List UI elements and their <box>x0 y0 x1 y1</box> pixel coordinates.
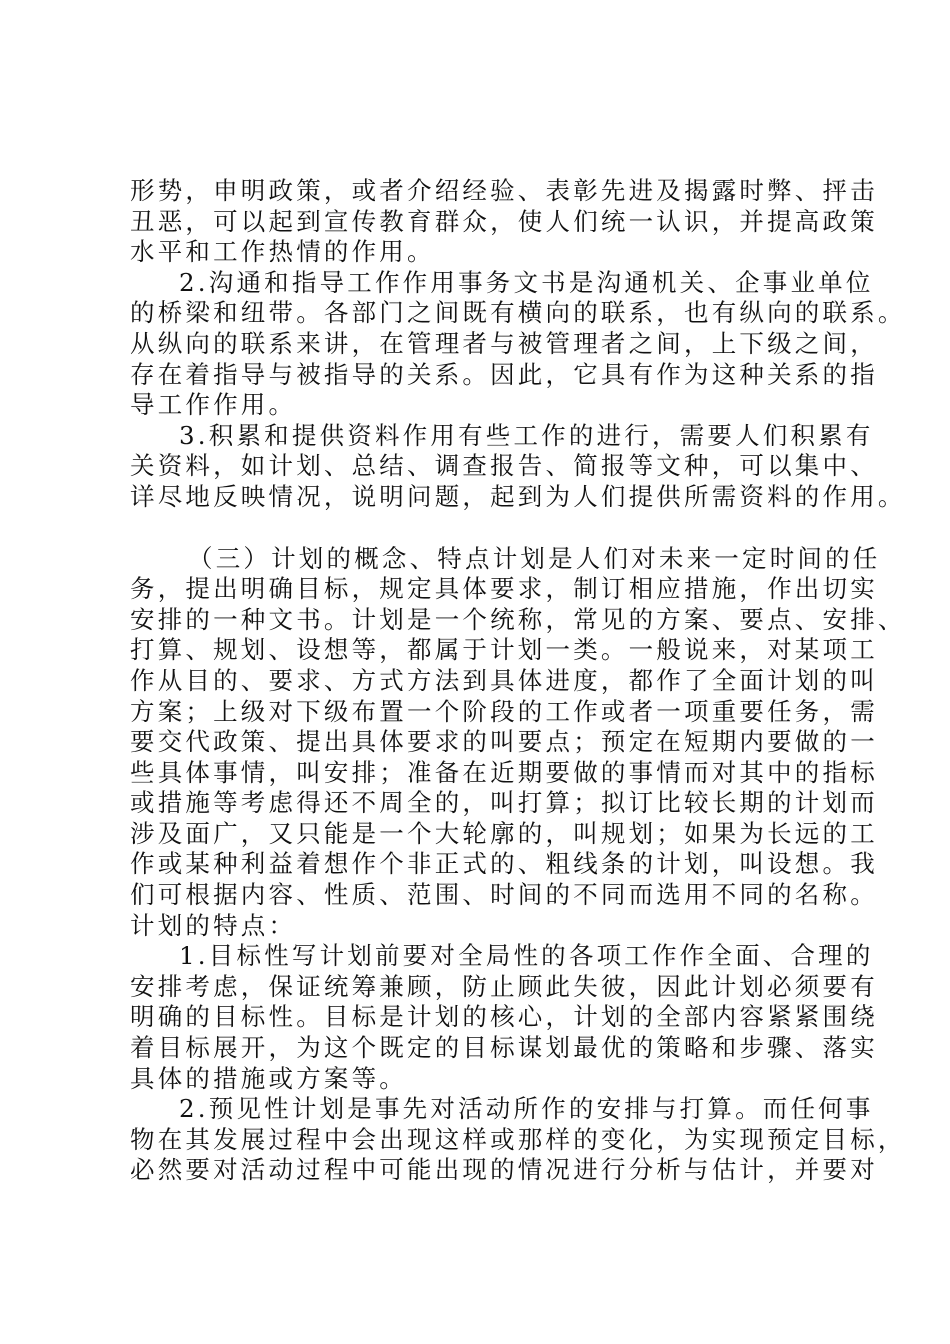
text-line: 详尽地反映情况，说明问题，起到为人们提供所需资料的作用。 <box>130 481 906 511</box>
text-line: 些具体事情，叫安排；准备在近期要做的事情而对其中的指标 <box>130 757 878 787</box>
text-line: 计划的特点： <box>130 910 297 940</box>
text-line: 形势，申明政策，或者介绍经验、表彰先进及揭露时弊、抨击 <box>130 176 878 205</box>
text-line: 导工作作用。 <box>130 390 297 420</box>
text-line: 丑恶，可以起到宣传教育群众，使人们统一认识，并提高政策 <box>130 206 878 236</box>
text-line: 水平和工作热情的作用。 <box>130 237 435 267</box>
text-line: 3.积累和提供资料作用有些工作的进行，需要人们积累有 <box>179 420 874 450</box>
text-line: 涉及面广，又只能是一个大轮廓的，叫规划；如果为长远的工 <box>130 818 878 848</box>
paragraph-2 <box>130 267 906 421</box>
text-line: 的桥梁和纽带。各部门之间既有横向的联系，也有纵向的联系。 <box>130 298 906 328</box>
text-line: 们可根据内容、性质、范围、时间的不同而选用不同的名称。 <box>130 880 878 910</box>
text-line: 必然要对活动过程中可能出现的情况进行分析与估计，并要对 <box>130 1155 878 1185</box>
paragraph-1 <box>130 176 878 268</box>
text-line: 关资料，如计划、总结、调查报告、简报等文种，可以集中、 <box>130 451 878 481</box>
text-line: 安排考虑，保证统筹兼顾，防止顾此失彼，因此计划必须要有 <box>130 971 878 1001</box>
text-line: 作从目的、要求、方式方法到具体进度，都作了全面计划的叫 <box>130 665 878 695</box>
text-line: （三）计划的概念、特点计划是人们对未来一定时间的任 <box>188 543 881 573</box>
paragraph-spacer <box>130 513 835 544</box>
paragraph-3 <box>130 420 906 513</box>
paragraph-5 <box>130 941 878 1094</box>
text-line: 1.目标性写计划前要对全局性的各项工作作全面、合理的 <box>179 941 874 971</box>
text-line: 存在着指导与被指导的关系。因此，它具有作为这种关系的指 <box>130 359 878 389</box>
text-line: 安排的一种文书。计划是一个统称，常见的方案、要点、安排、 <box>130 604 906 634</box>
text-line: 着目标展开，为这个既定的目标谋划最优的策略和步骤、落实 <box>130 1033 878 1063</box>
paragraph-4 <box>130 543 906 942</box>
text-line: 打算、规划、设想等，都属于计划一类。一般说来，对某项工 <box>130 635 878 665</box>
text-line: 要交代政策、提出具体要求的叫要点；预定在短期内要做的一 <box>130 727 878 757</box>
text-line: 方案；上级对下级布置一个阶段的工作或者一项重要任务，需 <box>130 696 878 726</box>
text-line: 2.预见性计划是事先对活动所作的安排与打算。而任何事 <box>179 1094 874 1124</box>
text-line: 务，提出明确目标，规定具体要求，制订相应措施，作出切实 <box>130 574 878 604</box>
text-line: 具体的措施或方案等。 <box>130 1063 407 1093</box>
document-body <box>130 176 906 1186</box>
text-line: 从纵向的联系来讲，在管理者与被管理者之间，上下级之间， <box>130 328 878 358</box>
text-line: 2.沟通和指导工作作用事务文书是沟通机关、企事业单位 <box>179 267 874 297</box>
text-line: 物在其发展过程中会出现这样或那样的变化，为实现预定目标， <box>130 1124 906 1154</box>
text-line: 作或某种利益着想作个非正式的、粗线条的计划，叫设想。我 <box>130 849 878 879</box>
paragraph-6 <box>130 1094 906 1186</box>
text-line: 或措施等考虑得还不周全的，叫打算；拟订比较长期的计划而 <box>130 788 878 818</box>
text-line: 明确的目标性。目标是计划的核心，计划的全部内容紧紧围绕 <box>130 1002 878 1032</box>
